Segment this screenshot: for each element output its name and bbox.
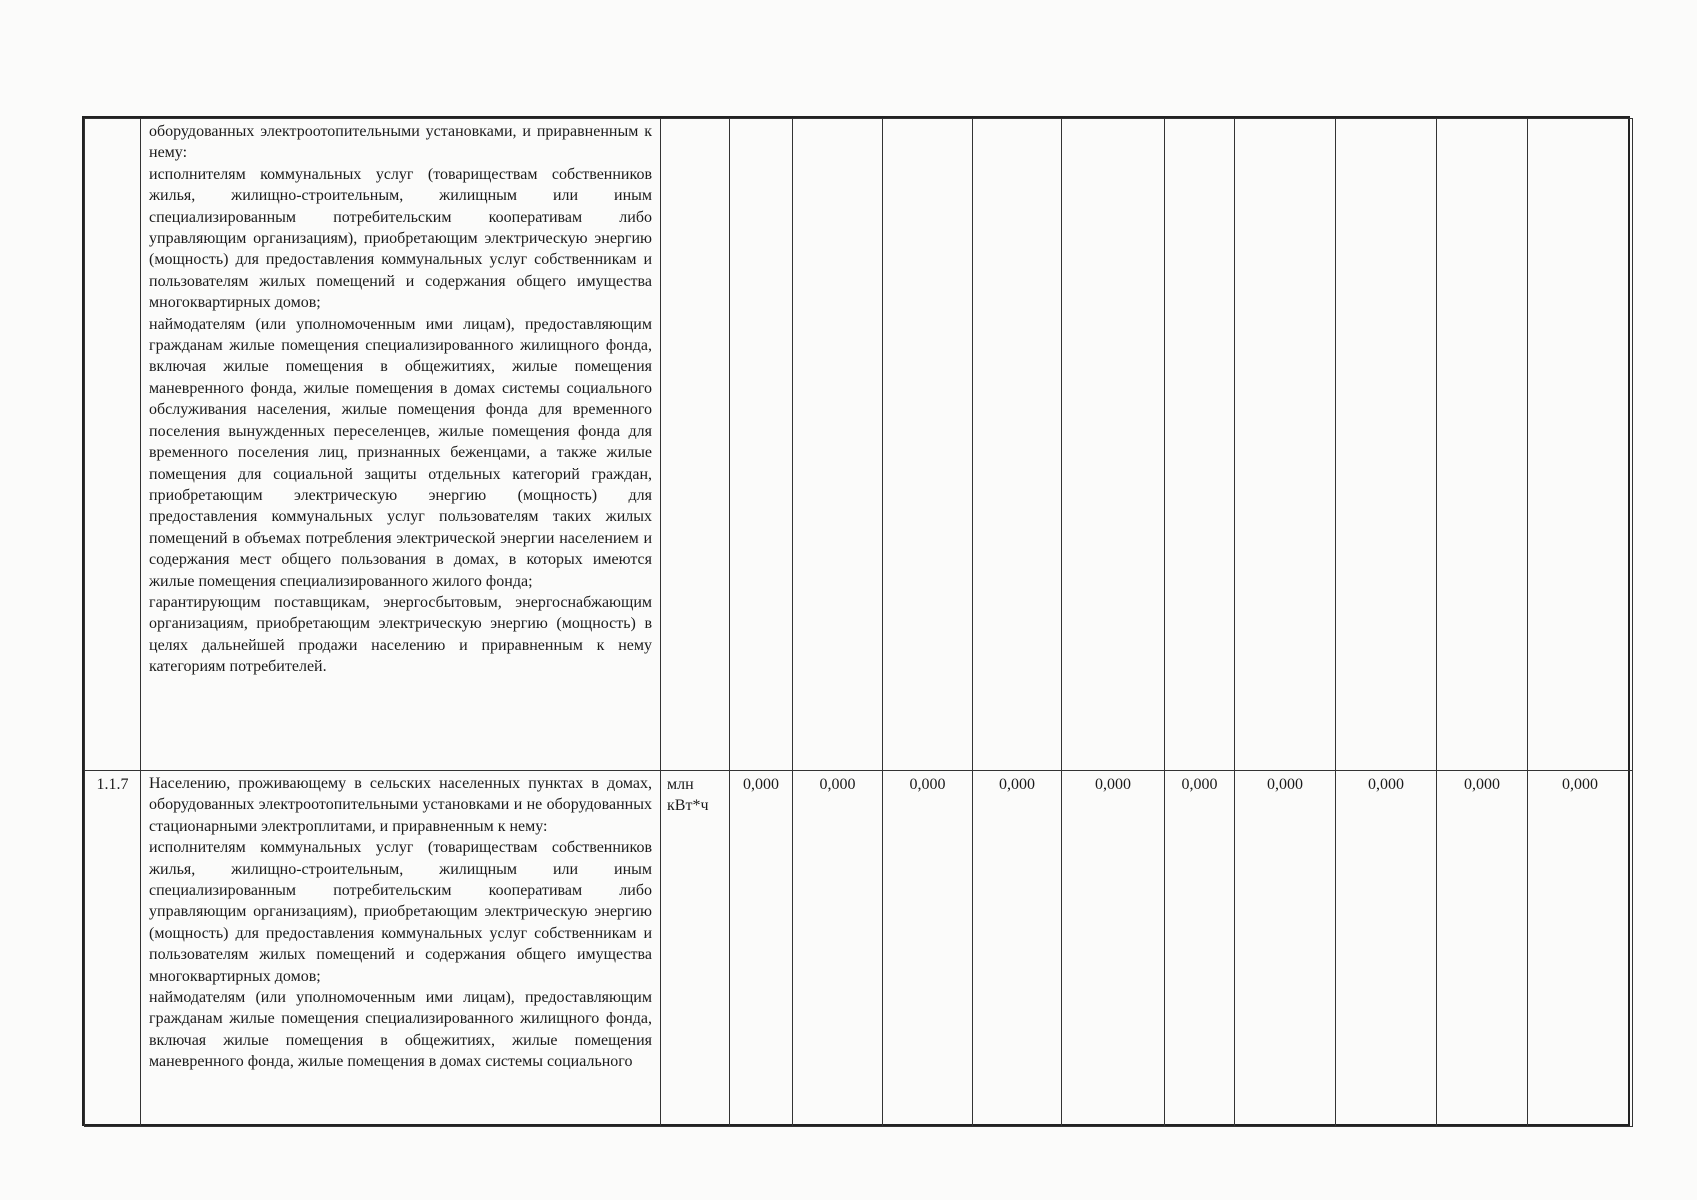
unit-line: млн (667, 776, 694, 793)
description-paragraph: исполнителям коммунальных услуг (товариществам собственников жилья, жилищно-строительным, жилищным или иным специализированным потребительским кооперативам либо управляющим организациям), приобретающим электрическую энергию (мощность) для предоставления коммунальных услуг собственникам и пользователям жилых помещений и содержания общего имущества многоквартирных домов; (149, 839, 652, 985)
value-cell: 0,000 (883, 771, 973, 1127)
value-cell (1437, 119, 1528, 771)
value-cell: 0,000 (973, 771, 1062, 1127)
unit-cell (661, 119, 730, 771)
value-cell: 0,000 (730, 771, 793, 1127)
value-cell (1062, 119, 1165, 771)
value-cell (1336, 119, 1437, 771)
description-paragraph: исполнителям коммунальных услуг (товариществам собственников жилья, жилищно-строительным, жилищным или иным специализированным потребительским кооперативам либо управляющим организациям), приобретающим электрическую энергию (мощность) для предоставления коммунальных услуг собственникам и пользователям жилых помещений и содержания общего имущества многоквартирных домов; (149, 165, 652, 312)
value-cell: 0,000 (1528, 771, 1633, 1127)
description-paragraph: гарантирующим поставщикам, энергосбытовым, энергоснабжающим организациям, приобретающим электрическую энергию (мощность) в целях дальнейшей продажи населению и приравненным к нему категориям потребителей. (149, 593, 652, 676)
description-paragraph: оборудованных электроотопительными установками, и приравненным к нему: (149, 123, 652, 162)
description-paragraph: Населению, проживающему в сельских населенных пунктах в домах, оборудованных электроотопительными установками и не оборудованных стационарными электроплитами, и приравненным к нему: (149, 775, 652, 835)
unit-line: кВт*ч (667, 797, 709, 814)
tariff-table-page (82, 116, 1630, 1126)
value-cell (1165, 119, 1235, 771)
value-cell: 0,000 (1437, 771, 1528, 1127)
value-cell: 0,000 (1235, 771, 1336, 1127)
description-paragraph: наймодателям (или уполномоченным ими лицам), предоставляющим гражданам жилые помещения специализированного жилищного фонда, включая жилые помещения в общежитиях, жилые помещения маневренного фонда, жилые помещения в домах системы социального обслуживания населения, жилые помещения фонда для временного поселения вынужденных переселенцев, жилые помещения фонда для временного поселения лиц, признанных беженцами, а также жилые помещения для социальной защиты отдельных категорий граждан, приобретающим электрическую энергию (мощность) для предоставления коммунальных услуг пользователям таких жилых помещений в объемах потребления электрической энергии населением и содержания мест общего пользования в домах, в которых имеются жилые помещения специализированного жилого фонда; (149, 315, 652, 590)
value-cell (1235, 119, 1336, 771)
row-number-cell (85, 119, 141, 771)
tariff-table (84, 118, 1633, 1127)
value-cell (973, 119, 1062, 771)
value-cell (1528, 119, 1633, 771)
value-cell (793, 119, 883, 771)
row-description-cell (141, 771, 661, 1127)
value-cell: 0,000 (793, 771, 883, 1127)
value-cell: 0,000 (1165, 771, 1235, 1127)
row-number-cell: 1.1.7 (85, 771, 141, 1127)
unit-cell (661, 771, 730, 1127)
value-cell: 0,000 (1062, 771, 1165, 1127)
table-row (85, 771, 1633, 1127)
description-paragraph: наймодателям (или уполномоченным ими лицам), предоставляющим гражданам жилые помещения специализированного жилищного фонда, включая жилые помещения в общежитиях, жилые помещения маневренного фонда, жилые помещения в домах системы социального (149, 989, 652, 1071)
row-description-cell (141, 119, 661, 771)
value-cell (883, 119, 973, 771)
value-cell: 0,000 (1336, 771, 1437, 1127)
value-cell (730, 119, 793, 771)
table-row (85, 119, 1633, 771)
